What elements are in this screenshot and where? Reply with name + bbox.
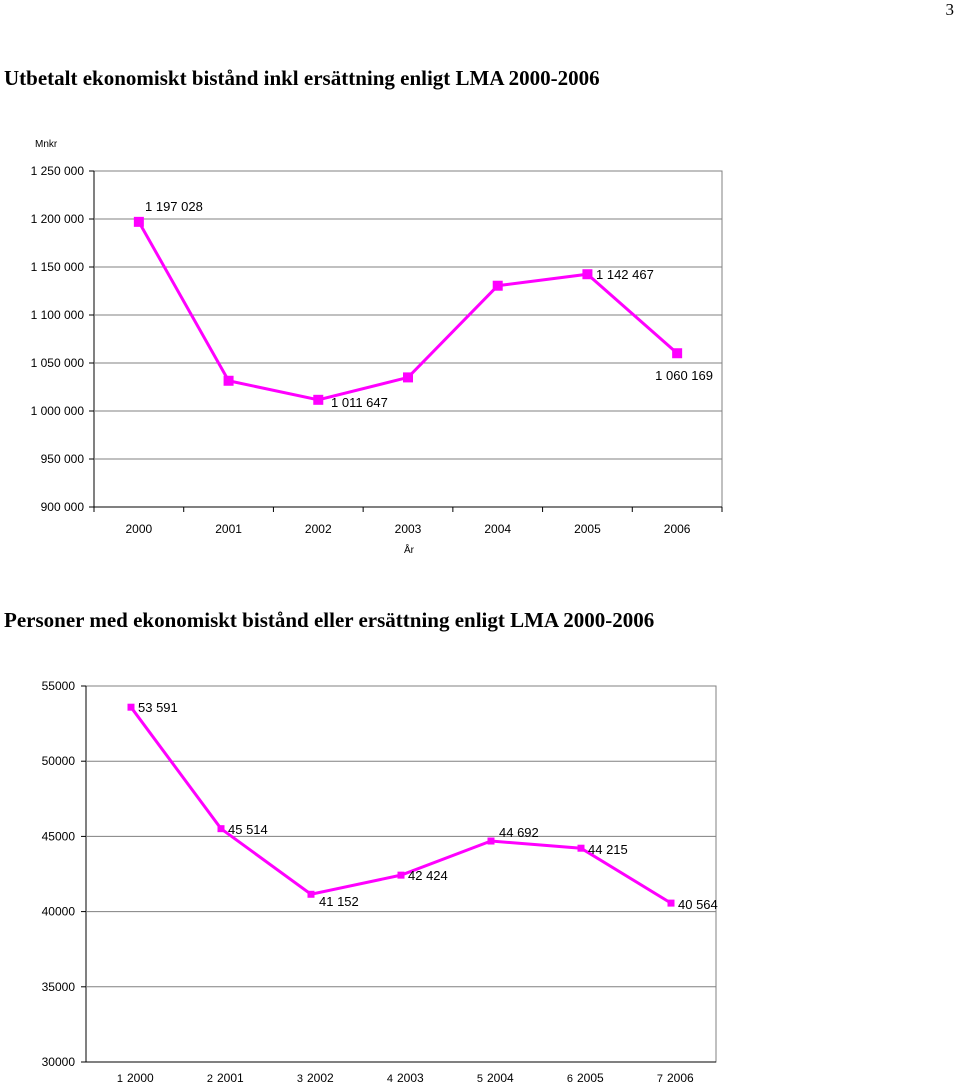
chart-1-x-tick-label: 2005 — [574, 522, 601, 536]
chart-1-y-tick-label: 1 200 000 — [30, 212, 84, 226]
chart-2-x-tick-label: 2004 — [487, 1071, 514, 1085]
chart-1-data-label: 1 197 028 — [145, 199, 203, 214]
chart-2-data-point — [128, 704, 135, 711]
chart-2-x-tick-label: 2003 — [397, 1071, 424, 1085]
chart-2-x-tick-number: 3 — [296, 1073, 303, 1085]
chart-2-data-label: 42 424 — [408, 868, 448, 883]
chart-2-x-tick-label: 2002 — [307, 1071, 334, 1085]
chart-2-title: Personer med ekonomiskt bistånd eller ersättning enligt LMA 2000-2006 — [4, 608, 655, 632]
chart-1-x-tick-label: 2006 — [663, 522, 691, 536]
chart-1-y-tick-label: 1 150 000 — [30, 260, 84, 274]
chart-2-data-label: 41 152 — [319, 894, 359, 909]
chart-1-data-label: 1 011 647 — [331, 395, 388, 410]
chart-2-x-tick-number: 2 — [206, 1073, 213, 1085]
chart-1-y-tick-label: 1 050 000 — [30, 356, 84, 370]
chart-2-y-tick-label: 30000 — [41, 1055, 75, 1069]
chart-2-x-tick-number: 1 — [116, 1073, 123, 1085]
chart-1-y-tick-label: 1 000 000 — [30, 404, 84, 418]
chart-2-data-label: 40 564 — [678, 897, 718, 912]
chart-2-x-tick-label: 2001 — [217, 1071, 244, 1085]
chart-2-data-point — [488, 838, 495, 845]
chart-1-y-axis-label: Mnkr — [35, 139, 58, 150]
chart-2-y-tick-label: 40000 — [41, 904, 75, 919]
chart-1-x-tick-label: 2003 — [394, 522, 422, 536]
chart-2-data-point — [218, 825, 225, 832]
chart-1-x-tick-label: 2001 — [215, 522, 242, 536]
chart-1-y-tick-label: 900 000 — [40, 500, 84, 514]
chart-2-x-tick-number: 5 — [476, 1073, 483, 1085]
chart-1-data-label: 1 142 467 — [596, 267, 654, 282]
chart-2-x-tick-number: 7 — [656, 1073, 663, 1085]
chart-2-y-tick-label: 45000 — [41, 829, 75, 844]
chart-2-data-label: 44 215 — [588, 842, 628, 857]
chart-1-x-tick-label: 2002 — [304, 522, 332, 536]
chart-2-data-point — [578, 845, 585, 852]
chart-1-data-label: 1 060 169 — [655, 368, 713, 383]
chart-2-x-tick-label: 2005 — [577, 1071, 604, 1085]
chart-2-x-tick-number: 6 — [566, 1073, 573, 1085]
chart-2-data-point — [308, 891, 315, 898]
page-number: 3 — [945, 0, 954, 19]
chart-2-y-tick-label: 55000 — [41, 679, 75, 693]
chart-1-y-tick-label: 1 100 000 — [30, 308, 84, 322]
chart-2-data-point — [668, 900, 675, 907]
chart-2-data-label: 45 514 — [228, 822, 268, 837]
chart-2-data-label: 53 591 — [138, 700, 178, 715]
chart-1-x-axis-label: År — [404, 545, 414, 556]
chart-2-x-tick-label: 2000 — [127, 1071, 154, 1085]
chart-1-y-tick-label: 950 000 — [40, 452, 84, 466]
chart-1-y-tick-label: 1 250 000 — [30, 164, 84, 178]
chart-1-x-tick-label: 2004 — [484, 522, 512, 536]
chart-2-y-tick-label: 35000 — [41, 979, 75, 994]
chart-1-title: Utbetalt ekonomiskt bistånd inkl ersättning enligt LMA 2000-2006 — [4, 66, 600, 90]
chart-1-x-tick-label: 2000 — [125, 522, 153, 536]
chart-2-data-point — [398, 872, 405, 879]
chart-2-data-label: 44 692 — [499, 825, 539, 840]
chart-2-y-tick-label: 50000 — [41, 754, 75, 769]
chart-2-x-tick-label: 2006 — [667, 1071, 694, 1085]
chart-2-x-tick-number: 4 — [386, 1073, 393, 1085]
